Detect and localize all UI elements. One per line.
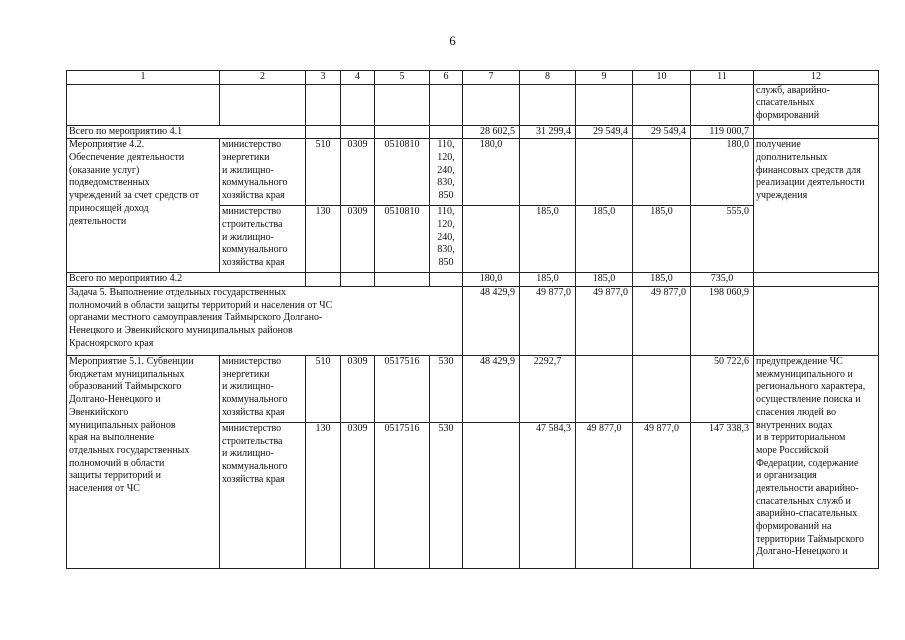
amount-cell: 2292,7 [520,356,576,423]
column-header: 11 [691,71,754,85]
column-header: 7 [463,71,520,85]
table-row [67,287,879,356]
column-header: 1 [67,71,220,85]
amount-cell: 29 549,4 [576,125,633,139]
column-header: 8 [520,71,576,85]
amount-cell: 47 584,3 [520,423,576,569]
code-cell: 110, 120, 240, 830, 850 [430,139,463,206]
expected-result-cell: получение дополнительных финансовых средств для реализации деятельности учреждения [754,139,879,273]
column-header: 6 [430,71,463,85]
executor-cell: министерство строительства и жилищно- коммунального хозяйства края [220,423,306,569]
amount-cell: 185,0 [520,273,576,287]
amount-cell: 180,0 [463,273,520,287]
column-header: 10 [633,71,691,85]
amount-cell: 555,0 [691,206,754,273]
column-number-row [67,71,879,85]
amount-cell [633,139,691,206]
amount-cell: 119 000,7 [691,125,754,139]
amount-cell: 180,0 [463,139,520,206]
code-cell: 130 [306,423,341,569]
expected-result-cell: предупреждение ЧС межмуниципального и регионального характера, осуществление поиска и спасения людей во внутренних водах и в территориальном море Российской Федерации, содержание и организация деятельности аварийно- спасательных служб и аварийно-спасательных формирований на территории Таймырского Долгано-Ненецкого и [754,356,879,569]
code-cell: 130 [306,206,341,273]
code-cell: 0309 [341,356,375,423]
code-cell: 530 [430,356,463,423]
measure-label: Мероприятие 5.1. Субвенции бюджетам муниципальных образований Таймырского Долгано-Ненецкого и Эвенкийского муниципальных районов края на выполнение отдельных государственных полномочий в области защиты территорий и населения от ЧС [67,356,220,569]
amount-cell [576,139,633,206]
code-cell: 510 [306,139,341,206]
code-cell: 530 [430,423,463,569]
amount-cell: 185,0 [576,273,633,287]
amount-cell [463,423,520,569]
amount-cell: 49 877,0 [520,287,576,356]
amount-cell: 29 549,4 [633,125,691,139]
amount-cell: 185,0 [576,206,633,273]
amount-cell: 49 877,0 [633,287,691,356]
code-cell: 0309 [341,139,375,206]
amount-cell: 48 429,9 [463,356,520,423]
task-label: Задача 5. Выполнение отдельных государственных полномочий в области защиты территорий и населения от ЧС органами местного самоуправления Таймырского Долгано- Ненецкого и Эвенкийского муниципальных районов Красноярского края [67,287,463,356]
amount-cell: 49 877,0 [576,287,633,356]
code-cell: 110, 120, 240, 830, 850 [430,206,463,273]
code-cell: 0517516 [375,356,430,423]
table-row [67,356,879,423]
table-row [67,84,879,125]
column-header: 9 [576,71,633,85]
code-cell: 0309 [341,423,375,569]
amount-cell: 198 060,9 [691,287,754,356]
page-number: 6 [449,33,456,48]
column-header: 2 [220,71,306,85]
column-header: 12 [754,71,879,85]
measure-label: Мероприятие 4.2. Обеспечение деятельности (оказание услуг) подведомственных учреждений за счет средств от приносящей доход деятельности [67,139,220,273]
amount-cell [520,139,576,206]
amount-cell [463,206,520,273]
executor-cell: министерство строительства и жилищно- коммунального хозяйства края [220,206,306,273]
table-row [67,139,879,206]
expected-result-cell: служб, аварийно- спасательных формирований [754,84,879,125]
total-label: Всего по мероприятию 4.2 [67,273,306,287]
total-label: Всего по мероприятию 4.1 [67,125,306,139]
amount-cell: 28 602,5 [463,125,520,139]
amount-cell: 49 877,0 [633,423,691,569]
amount-cell: 48 429,9 [463,287,520,356]
amount-cell: 185,0 [633,206,691,273]
amount-cell [576,356,633,423]
amount-cell: 180,0 [691,139,754,206]
amount-cell: 31 299,4 [520,125,576,139]
table-row [67,273,879,287]
column-header: 3 [306,71,341,85]
amount-cell: 50 722,6 [691,356,754,423]
amount-cell: 185,0 [633,273,691,287]
code-cell: 0517516 [375,423,430,569]
code-cell: 0510810 [375,206,430,273]
column-header: 5 [375,71,430,85]
code-cell: 0510810 [375,139,430,206]
amount-cell: 735,0 [691,273,754,287]
column-header: 4 [341,71,375,85]
amount-cell [633,356,691,423]
code-cell: 0309 [341,206,375,273]
executor-cell: министерство энергетики и жилищно- коммунального хозяйства края [220,356,306,423]
budget-table [66,70,879,569]
amount-cell: 185,0 [520,206,576,273]
code-cell: 510 [306,356,341,423]
amount-cell: 49 877,0 [576,423,633,569]
amount-cell: 147 338,3 [691,423,754,569]
table-row [67,125,879,139]
executor-cell: министерство энергетики и жилищно- коммунального хозяйства края [220,139,306,206]
